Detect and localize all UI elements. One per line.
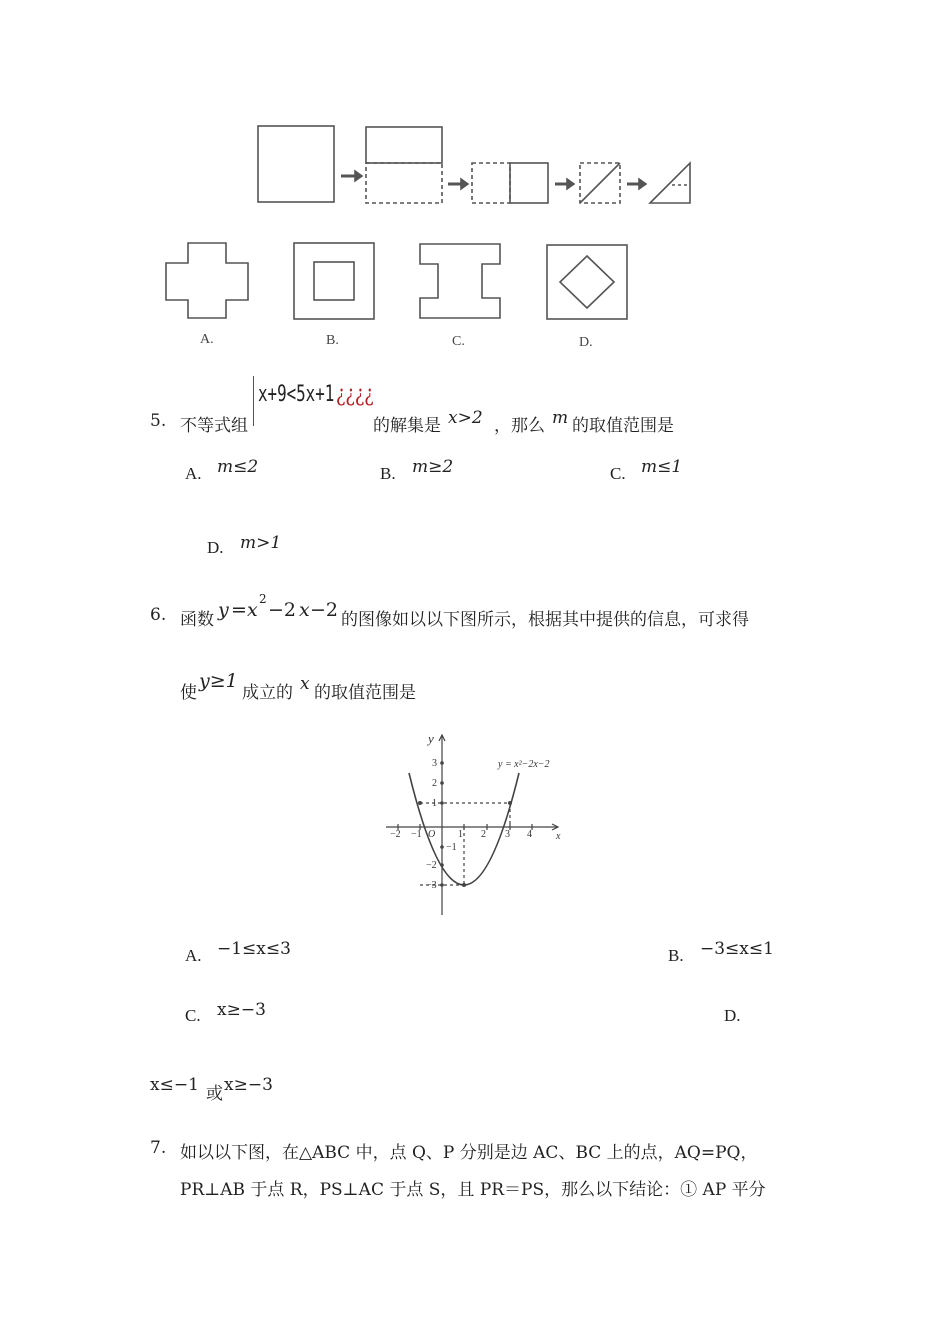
- q5-option-b-expr[interactable]: m≥2: [412, 457, 454, 477]
- q6-func-y: y: [218, 599, 229, 621]
- y-tick-3: 3: [432, 758, 437, 769]
- q5-var: m: [552, 408, 569, 428]
- q6-func-x: x: [247, 599, 258, 621]
- q5-prefix: 不等式组: [180, 416, 248, 436]
- figure-option-a-label: A.: [200, 332, 214, 347]
- y-tick-minus3: −3: [426, 880, 437, 891]
- q5-option-c-label[interactable]: C.: [610, 464, 626, 483]
- q5-option-a-expr[interactable]: m≤2: [217, 457, 259, 477]
- y-tick-minus1: −1: [446, 842, 457, 853]
- parabola-graph: [380, 725, 580, 920]
- q6-func-x2: x: [299, 599, 310, 621]
- q5-tail: 的取值范围是: [572, 416, 674, 436]
- q6-func-rest: −2: [268, 599, 297, 621]
- x-tick-minus1: −1: [411, 829, 422, 840]
- point-3-1: [508, 801, 512, 805]
- q6-option-c-expr[interactable]: x≥−3: [217, 1000, 266, 1020]
- y-tick-1: 1: [432, 798, 437, 809]
- q6-option-b-label[interactable]: B.: [668, 946, 684, 965]
- q6-option-d-label[interactable]: D.: [724, 1006, 741, 1025]
- q6-option-d-or: 或: [206, 1084, 223, 1104]
- q6-prefix: 函数: [180, 610, 214, 630]
- q5-option-c-expr[interactable]: m≤1: [641, 457, 683, 477]
- figure-option-d-label: D.: [579, 335, 593, 350]
- q5-option-b-label[interactable]: B.: [380, 464, 396, 483]
- q6-option-d-expr-b[interactable]: x≥−3: [224, 1075, 273, 1095]
- q6-line2-mid: 成立的: [242, 683, 293, 703]
- q6-option-a-label[interactable]: A.: [185, 946, 202, 965]
- q6-line1-tail: 的图像如以以下图所示，根据其中提供的信息，可求得: [341, 610, 749, 630]
- y-tick-minus2: −2: [426, 860, 437, 871]
- figure-option-c-label: C.: [452, 334, 465, 349]
- q6-option-c-label[interactable]: C.: [185, 1006, 201, 1025]
- q6-option-b-expr[interactable]: −3≤x≤1: [700, 939, 774, 959]
- q7-number: 7.: [150, 1138, 167, 1158]
- q6-line2-pre: 使: [180, 683, 197, 703]
- x-tick-1: 1: [458, 829, 463, 840]
- q7-line2: PR⊥AB 于点 R，PS⊥AC 于点 S，且 PR＝PS，那么以下结论：① AP 平分: [180, 1180, 766, 1200]
- q6-option-a-expr[interactable]: −1≤x≤3: [217, 939, 291, 959]
- q6-func-end: −2: [310, 599, 339, 621]
- vertex-point: [462, 883, 466, 887]
- q5-system-garbage: ¿¿¿¿: [336, 382, 374, 407]
- q5-option-a-label[interactable]: A.: [185, 464, 202, 483]
- x-tick-2: 2: [481, 829, 486, 840]
- q6-number: 6.: [150, 605, 167, 625]
- folding-sequence-figure: [0, 0, 950, 360]
- q6-var: x: [300, 674, 310, 694]
- point-minus1-1: [418, 801, 422, 805]
- q5-solution: x>2: [448, 408, 483, 428]
- q5-system-text: x+9<5x+1: [258, 382, 335, 407]
- x-tick-4: 4: [527, 829, 532, 840]
- q5-number: 5.: [150, 411, 167, 431]
- x-axis-label: x: [556, 831, 561, 842]
- q6-option-d-expr-a[interactable]: x≤−1: [150, 1075, 199, 1095]
- y-tick-2: 2: [432, 778, 437, 789]
- q5-option-d-label[interactable]: D.: [207, 538, 224, 557]
- x-tick-minus2: −2: [390, 829, 401, 840]
- function-label: y = x²−2x−2: [498, 759, 550, 770]
- q5-middle: 的解集是: [373, 416, 441, 436]
- figure-option-b-label: B.: [326, 333, 339, 348]
- q5-suffix: ，那么: [494, 416, 545, 436]
- q6-func-exp: 2: [259, 592, 267, 606]
- origin-label: O: [428, 829, 436, 840]
- q6-condition: y≥1: [199, 670, 238, 692]
- x-tick-3: 3: [505, 829, 510, 840]
- q6-func-eq: =: [231, 599, 247, 621]
- q7-line1: 如以以下图，在△ABC 中，点 Q、P 分别是边 AC、BC 上的点，AQ=PQ，: [180, 1143, 758, 1163]
- y-axis-label: y: [428, 731, 434, 746]
- q5-option-d-expr[interactable]: m>1: [240, 533, 282, 553]
- q6-line2-tail: 的取值范围是: [314, 683, 416, 703]
